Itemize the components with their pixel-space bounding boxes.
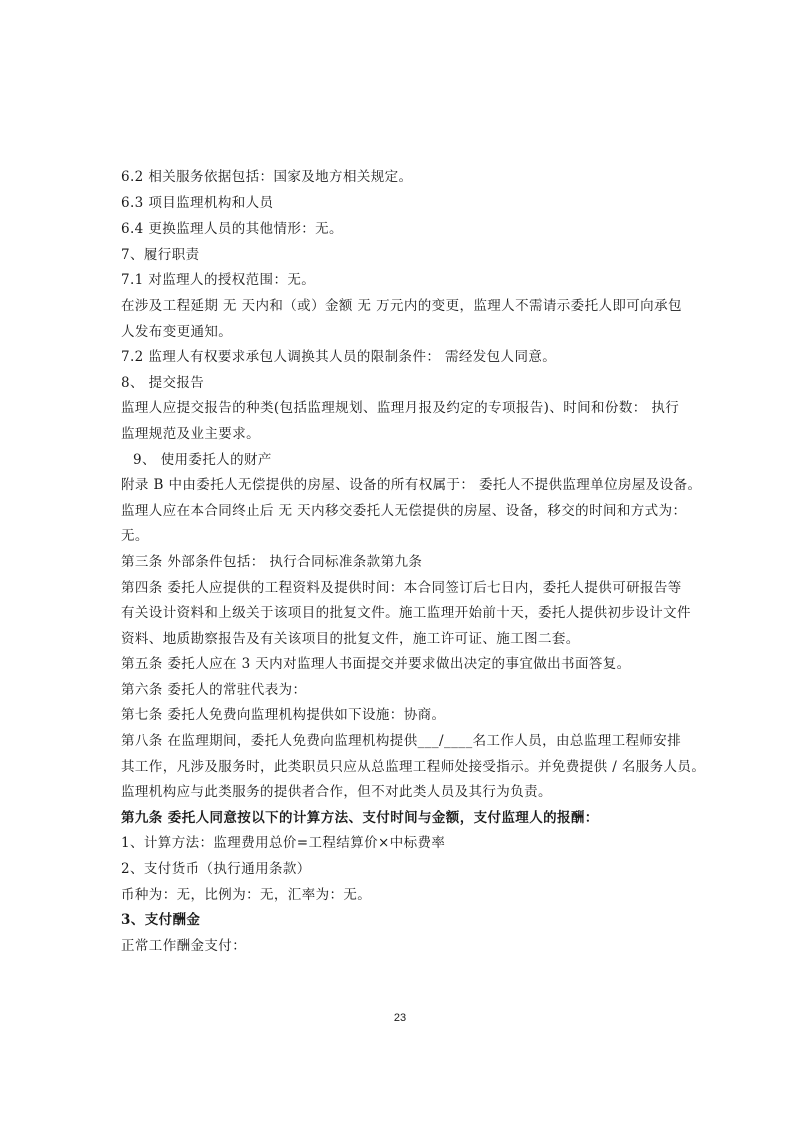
page-number: 23 (393, 1012, 407, 1024)
article-3: 第三条 外部条件包括： 执行合同标准条款第九条 (121, 554, 423, 570)
text-line: 监理人应在本合同终止后 无 天内移交委托人无偿提供的房屋、设备，移交的时间和方式为： (121, 503, 687, 519)
text-line: 在涉及工程延期 无 天内和（或）金额 无 万元内的变更，监理人不需请示委托人即可向承包 (121, 298, 682, 314)
text-line: 有关设计资料和上级关于该项目的批复文件。施工监理开始前十天，委托人提供初步设计文件 (121, 605, 691, 621)
article-7: 第七条 委托人免费向监理机构提供如下设施：协商。 (121, 707, 446, 723)
article-5: 第五条 委托人应在 3 天内对监理人书面提交并要求做出决定的事宜做出书面答复。 (121, 656, 631, 672)
subheading-payment: 3、支付酬金 (121, 912, 201, 928)
text-line: 附录 B 中由委托人无偿提供的房屋、设备的所有权属于： 委托人不提供监理单位房屋及设备。 (121, 477, 702, 493)
article-4: 第四条 委托人应提供的工程资料及提供时间：本合同签订后七日内，委托人提供可研报告等 (121, 580, 682, 596)
text-line: 监理人应提交报告的种类(包括监理规划、监理月报及约定的专项报告)、时间和份数： 执行 (121, 400, 680, 416)
text-line-6-2: 6.2 相关服务依据包括：国家及地方相关规定。 (121, 169, 413, 185)
text-line: 币种为：无，比例为：无，汇率为：无。 (121, 887, 372, 903)
text-line: 2、支付货币（执行通用条款） (121, 861, 311, 877)
article-9-heading: 第九条 委托人同意按以下的计算方法、支付时间与金额，支付监理人的报酬： (121, 810, 599, 826)
text-line: 资料、地质勘察报告及有关该项目的批复文件，施工许可证、施工图二套。 (121, 631, 580, 647)
article-8: 第八条 在监理期间，委托人免费向监理机构提供___/____名工作人员，由总监理工程师安排 (121, 733, 682, 749)
section-heading-8: 8、 提交报告 (121, 375, 205, 391)
text-line-6-3: 6.3 项目监理机构和人员 (121, 195, 274, 211)
section-heading-9: 9、 使用委托人的财产 (133, 452, 272, 468)
text-line-7-2: 7.2 监理人有权要求承包人调换其人员的限制条件： 需经发包人同意。 (121, 349, 557, 365)
text-line: 监理规范及业主要求。 (121, 426, 260, 442)
text-line: 1、计算方法：监理费用总价=工程结算价×中标费率 (121, 835, 446, 851)
text-line: 正常工作酬金支付： (121, 938, 247, 954)
text-line: 无。 (121, 528, 149, 544)
text-line: 人发布变更通知。 (121, 324, 233, 340)
text-line-6-4: 6.4 更换监理人员的其他情形：无。 (121, 221, 343, 237)
text-line: 其工作，凡涉及服务时，此类职员只应从总监理工程师处接受指示。并免费提供 / 名服务人员。 (121, 759, 706, 775)
text-line-7-1: 7.1 对监理人的授权范围：无。 (121, 272, 316, 288)
text-line: 监理机构应与此类服务的提供者合作，但不对此类人员及其行为负责。 (121, 784, 552, 800)
section-heading-7: 7、履行职责 (121, 247, 200, 263)
article-6: 第六条 委托人的常驻代表为： (121, 682, 307, 698)
